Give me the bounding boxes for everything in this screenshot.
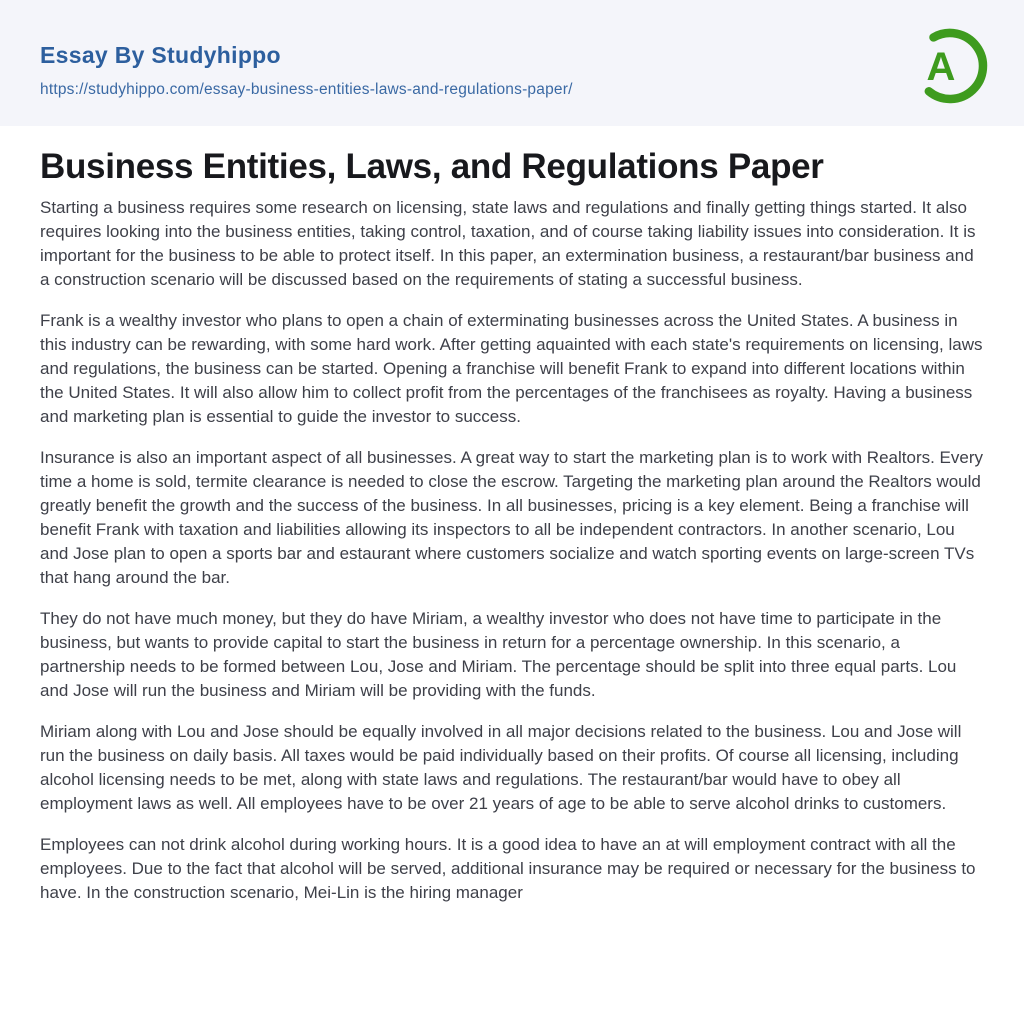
paragraph-6: Employees can not drink alcohol during working hours. It is a good idea to have an at will employment contract with all the employees. Due to the fact that alcohol will be served, additional insurance may be required or necessary for the business to have. In the construction scenario, Mei-Lin is the hiring manager <box>40 835 976 902</box>
paragraph-4: They do not have much money, but they do have Miriam, a wealthy investor who does not have time to participate in the business, but wants to provide capital to start the business in return for a percentage ownership. In this scenario, a partnership needs to be formed between Lou, Jose and Miriam. The percentage should be split into three equal parts. Lou and Jose will run the business and Miriam will be providing with the funds. <box>40 609 957 700</box>
paragraph-2: Frank is a wealthy investor who plans to open a chain of exterminating businesses across the United States. A business in this industry can be rewarding, with some hard work. After getting aquainted with each state's requirements on licensing, laws and regulations, the business can be started. Opening a franchise will benefit Frank to expand into different locations within the United States. It will also allow him to collect profit from the percentages of the franchisees as royalty. Having a business and marketing plan is essential to guide the investor to success. <box>40 311 983 426</box>
logo-letter: A <box>926 45 956 89</box>
page-title: Business Entities, Laws, and Regulations Paper <box>40 147 824 186</box>
paragraph-3: Insurance is also an important aspect of all businesses. A great way to start the marketing plan is to work with Realtors. Every time a home is sold, termite clearance is needed to close the escrow. Targeting the marketing plan around the Realtors would greatly benefit the growth and the success of the business. In all businesses, pricing is a key element. Being a franchise will benefit Frank with taxation and liabilities allowing its inspectors to all be independent contractors. In another scenario, Lou and Jose plan to open a sports bar and estaurant where customers socialize and watch sporting events on large-screen TVs that hang around the bar. <box>40 448 984 587</box>
studyhippo-logo-icon <box>905 21 995 111</box>
article-body <box>0 126 1024 905</box>
header <box>0 0 1024 126</box>
source-url-link[interactable]: https://studyhippo.com/essay-business-entities-laws-and-regulations-paper/ <box>40 81 573 98</box>
paragraph-5: Miriam along with Lou and Jose should be equally involved in all major decisions related to the business. Lou and Jose will run the business on daily basis. All taxes would be paid individually based on their profits. Of course all licensing, including alcohol licensing needs to be met, along with state laws and regulations. The restaurant/bar would have to obey all employment laws as well. All employees have to be over 21 years of age to be able to serve alcohol drinks to customers. <box>40 722 962 813</box>
paragraph-1: Starting a business requires some research on licensing, state laws and regulations and finally getting things started. It also requires looking into the business entities, taking control, taxation, and of course taking liability issues into consideration. It is important for the business to be able to protect itself. In this paper, an extermination business, a restaurant/bar business and a construction scenario will be discussed based on the requirements of stating a successful business. <box>40 198 976 289</box>
site-title: Essay By Studyhippo <box>40 42 281 68</box>
header-text-block <box>40 0 573 99</box>
